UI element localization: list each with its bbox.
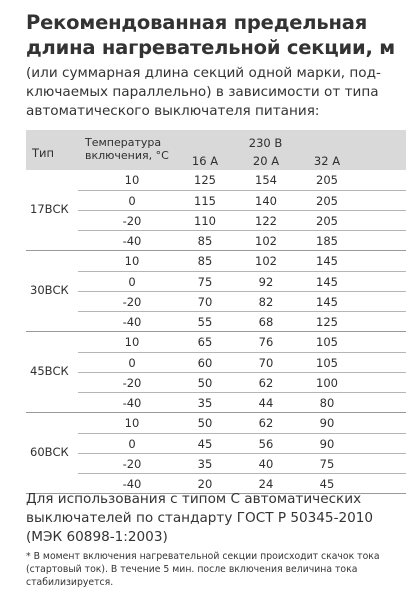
footnote-line-3: стабилизируется. [26, 577, 114, 588]
value-20a-cell: 62 [258, 376, 274, 390]
table-row [78, 251, 406, 271]
table-body [26, 170, 406, 494]
value-16a-cell: 65 [197, 335, 213, 349]
header-temperature [85, 136, 169, 162]
value-20a-cell: 24 [258, 477, 274, 491]
value-32a-cell: 105 [316, 356, 338, 370]
table-group [26, 251, 406, 332]
value-32a-cell: 100 [316, 376, 338, 390]
group-type-label: 60ВСК [30, 445, 69, 459]
value-32a-cell: 90 [319, 437, 335, 451]
header-current-16a: 16 А [191, 154, 219, 168]
value-16a-cell: 75 [197, 275, 213, 289]
value-16a-cell: 45 [197, 437, 213, 451]
table-row [78, 291, 406, 312]
footnote [26, 550, 410, 589]
value-32a-cell: 90 [319, 416, 335, 430]
temperature-cell: 0 [128, 275, 136, 289]
title-line-1: Рекомендованная предельная [26, 11, 368, 34]
value-20a-cell: 70 [258, 356, 274, 370]
value-20a-cell: 76 [258, 335, 274, 349]
temperature-cell: 10 [124, 254, 140, 268]
table-row [78, 413, 406, 433]
value-20a-cell: 102 [255, 234, 277, 248]
value-16a-cell: 50 [197, 416, 213, 430]
temperature-cell: 0 [128, 437, 136, 451]
table-row [78, 230, 406, 251]
value-32a-cell: 75 [319, 457, 335, 471]
value-16a-cell: 110 [194, 214, 216, 228]
value-20a-cell: 44 [258, 396, 274, 410]
table-row [78, 453, 406, 474]
temperature-cell: -40 [122, 396, 142, 410]
title-line-2: длина нагревательной секции, м [26, 36, 396, 59]
value-32a-cell: 205 [316, 214, 338, 228]
value-16a-cell: 85 [197, 234, 213, 248]
subtitle-line-3: автоматического выключателя питания: [26, 103, 320, 119]
value-20a-cell: 62 [258, 416, 274, 430]
table-row [78, 311, 406, 332]
value-16a-cell: 115 [194, 194, 216, 208]
value-16a-cell: 55 [197, 315, 213, 329]
value-32a-cell: 205 [316, 173, 338, 187]
table-row [78, 433, 406, 454]
table-row [78, 210, 406, 231]
value-16a-cell: 35 [197, 396, 213, 410]
table-row [78, 271, 406, 292]
temperature-cell: 0 [128, 356, 136, 370]
table-row [78, 392, 406, 413]
value-32a-cell: 145 [316, 295, 338, 309]
value-20a-cell: 154 [255, 173, 277, 187]
value-32a-cell: 45 [319, 477, 335, 491]
header-current-20a: 20 А [252, 154, 280, 168]
table-row [78, 332, 406, 352]
temperature-cell: 10 [124, 416, 140, 430]
temperature-cell: -20 [122, 214, 142, 228]
value-16a-cell: 50 [197, 376, 213, 390]
temperature-cell: -20 [122, 457, 142, 471]
temperature-cell: -20 [122, 376, 142, 390]
group-type-label: 45ВСК [30, 364, 69, 378]
value-20a-cell: 40 [258, 457, 274, 471]
header-temperature-line-1: Температура [85, 136, 162, 149]
page-title [26, 10, 406, 60]
temperature-cell: 0 [128, 194, 136, 208]
header-current-32a: 32 А [313, 154, 341, 168]
usage-note [26, 490, 410, 547]
note-line-1: Для использования с типом С автоматических [26, 491, 362, 507]
table-row [78, 170, 406, 190]
table-group [26, 170, 406, 251]
table-header [26, 130, 406, 170]
value-32a-cell: 105 [316, 335, 338, 349]
table-row [78, 190, 406, 211]
value-32a-cell: 185 [316, 234, 338, 248]
subtitle [26, 64, 406, 121]
table-group [26, 413, 406, 494]
group-type-label: 17ВСК [30, 202, 69, 216]
value-32a-cell: 125 [316, 315, 338, 329]
footnote-line-1: * В момент включения нагревательной секции происходит скачок тока [26, 551, 380, 562]
footnote-line-2: (стартовый ток). В течение 5 мин. после включения величина тока [26, 564, 358, 575]
group-type-label: 30ВСК [30, 283, 69, 297]
subtitle-line-1: (или суммарная длина секций одной марки, под- [26, 65, 381, 81]
table-group [26, 332, 406, 413]
value-20a-cell: 140 [255, 194, 277, 208]
value-32a-cell: 205 [316, 194, 338, 208]
value-20a-cell: 56 [258, 437, 274, 451]
temperature-cell: 10 [124, 335, 140, 349]
note-line-3: (МЭК 60898-1:2003) [26, 529, 168, 545]
value-32a-cell: 80 [319, 396, 335, 410]
value-20a-cell: 82 [258, 295, 274, 309]
temperature-cell: -20 [122, 295, 142, 309]
header-type: Тип [32, 146, 55, 160]
value-20a-cell: 102 [255, 254, 277, 268]
subtitle-line-2: ключаемых параллельно) в зависимости от типа [26, 84, 379, 100]
temperature-cell: 10 [124, 173, 140, 187]
value-20a-cell: 68 [258, 315, 274, 329]
temperature-cell: -40 [122, 234, 142, 248]
table-row [78, 372, 406, 393]
temperature-cell: -40 [122, 315, 142, 329]
value-16a-cell: 125 [194, 173, 216, 187]
value-32a-cell: 145 [316, 254, 338, 268]
header-temperature-line-2: включения, °С [85, 149, 169, 162]
value-16a-cell: 60 [197, 356, 213, 370]
value-16a-cell: 70 [197, 295, 213, 309]
value-20a-cell: 92 [258, 275, 274, 289]
header-voltage: 230 В [248, 136, 283, 150]
value-20a-cell: 122 [255, 214, 277, 228]
temperature-cell: -40 [122, 477, 142, 491]
value-16a-cell: 85 [197, 254, 213, 268]
value-16a-cell: 35 [197, 457, 213, 471]
length-table [26, 130, 406, 494]
value-32a-cell: 145 [316, 275, 338, 289]
table-row [78, 352, 406, 373]
note-line-2: выключателей по стандарту ГОСТ Р 50345-2010 [26, 510, 374, 526]
value-16a-cell: 20 [197, 477, 213, 491]
